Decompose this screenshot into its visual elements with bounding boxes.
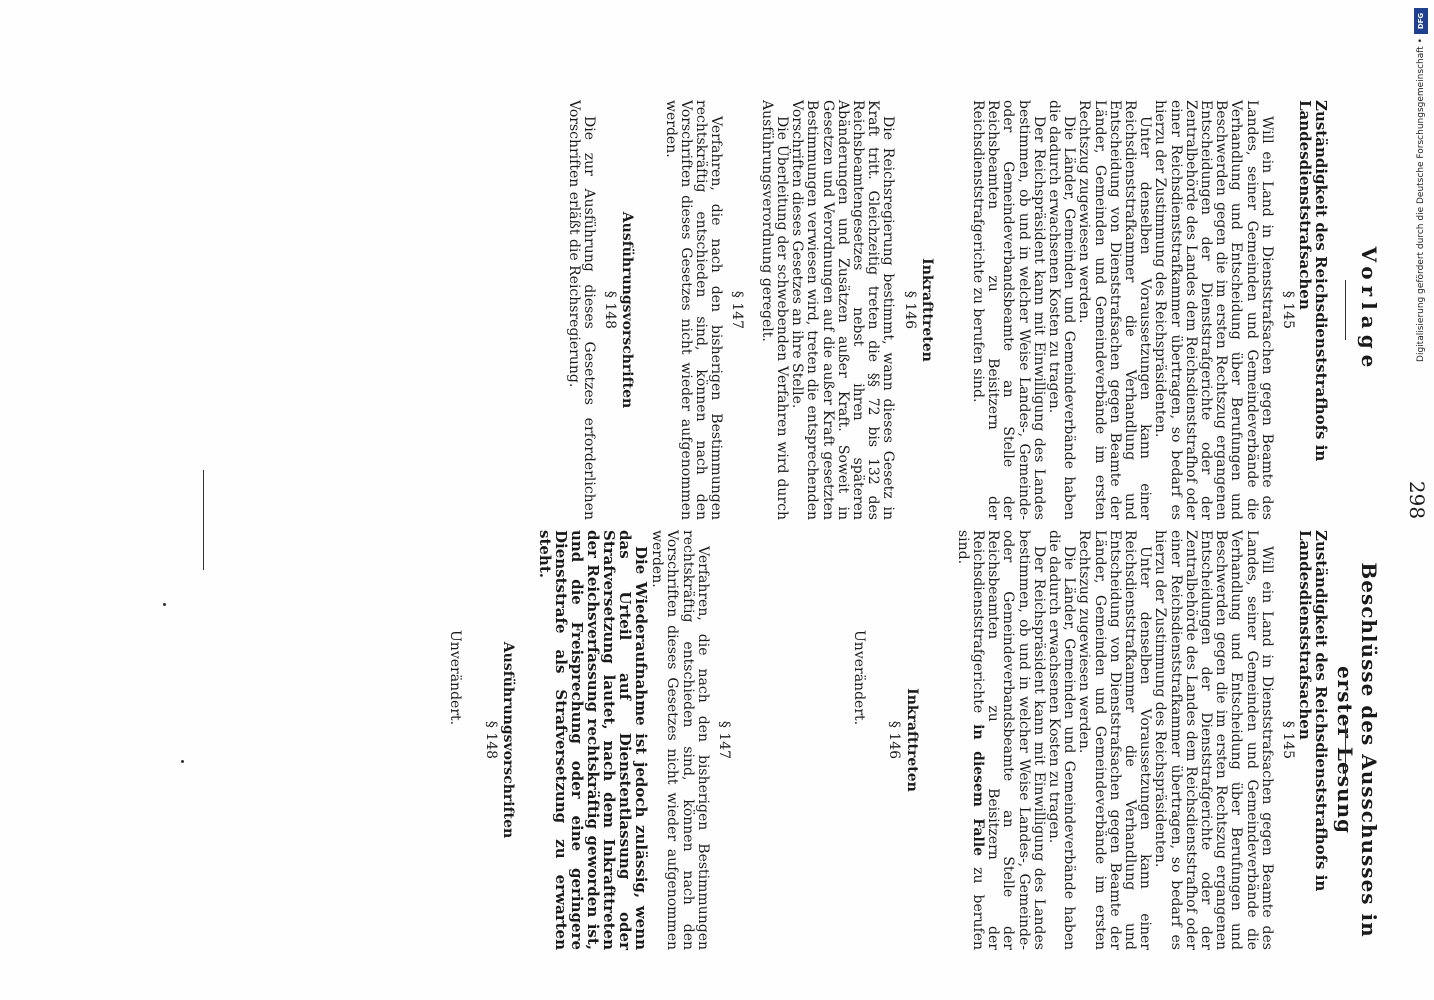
right-section-145: § 145 (1280, 720, 1296, 760)
scan-speck (181, 760, 184, 763)
right-paragraph: Unter denselben Voraussetzungen kann einer Reichsdienststrafkammer die Verhandlung und Entscheidung von Dienststrafsachen gegen Beamte der Länder, Gemeinden und Gemeindeverbände im ersten Rechtszug zugewiesen werden. (1076, 530, 1154, 950)
left-section-145: § 145 (1280, 290, 1296, 330)
left-section-146: § 146 (901, 290, 918, 330)
right-bold-insert: in diesem Falle (969, 724, 986, 857)
right-column-beschluesse (447, 530, 1329, 950)
right-section-146: § 146 (886, 720, 903, 760)
left-header-rule (1345, 280, 1346, 340)
right-section-147: § 147 (715, 720, 732, 760)
right-heading: Zuständigkeit des Reichsdienststrafhofs in Landesdienststrafsachen (1296, 530, 1330, 892)
left-paragraph: Die zur Ausführung dieses Gesetzes erforderlichen Vorschriften erläßt die Reichsregierung. (565, 100, 598, 520)
right-text: Der Reichspräsident kann mit Einwilligung des Landes bestimmen, ob und in welcher Weise Landes-, Gemeinde- oder Gemeindeverbandsbeamte an Stelle der Reichsbeamten zu Beisitzern der Reichsdienststrafgerichte (969, 530, 1047, 950)
scan-speck (163, 603, 166, 606)
right-section-148: § 148 (482, 720, 499, 760)
left-paragraph: Die Überleitung der schwebenden Verfahren wird durch Ausführungsverordnung geregelt. (758, 100, 790, 520)
right-paragraph: Die Länder, Gemeinden und Gemeindeverbände haben die dadurch erwachsenen Kosten zu tragen. (1045, 530, 1078, 950)
right-paragraph (955, 530, 1046, 950)
right-paragraph: Verfahren, die nach den bisherigen Bestimmungen rechtskräftig entschieden sind, können nach den Vorschriften dieses Gesetzes nicht wieder aufgenommen werden. (649, 530, 711, 950)
left-paragraph: Unter denselben Voraussetzungen kann einer Reichsdienststrafkammer die Verhandlung und Entscheidung von Dienststrafsachen gegen Beamte der Länder, Gemeinden und Gemeindeverbände im ersten Rechtszug zugewiesen werden. (1076, 100, 1154, 520)
digitization-credit (1410, 0, 1432, 1000)
left-paragraph: Will ein Land in Dienststrafsachen gegen Beamte des Landes, seiner Gemeinden und Gemeindeverbände die Verhandlung und Entscheidung über Berufungen und Beschwerden gegen die im ersten Rechtszug ergangenen Entscheidungen der Dienststrafgerichte oder der Zentralbehörde des Landes dem Reichsdienststrafhof oder einer Reichsdienststrafkammer übertragen, so bedarf es hierzu der Zustimmung des Reichspräsidenten. (1152, 100, 1275, 520)
dfg-logo-icon: DFG (1414, 8, 1428, 34)
right-column-header: Beschlüsse des Ausschusses in erster Lesung (1333, 562, 1381, 938)
left-title-148: Ausführungsvorschriften (619, 211, 636, 409)
left-column-vorlage (566, 100, 1329, 520)
right-paragraph: Will ein Land in Dienststrafsachen gegen Beamte des Landes, seiner Gemeinden und Gemeindeverbände die Verhandlung und Entscheidung über Berufungen und Beschwerden gegen die im ersten Rechtszug ergangenen Entscheidungen der Dienststrafgerichte oder der Zentralbehörde des Landes dem Reichsdienststrafhof oder einer Reichsdienststrafkammer übertragen, so bedarf es hierzu der Zustimmung des Reichspräsidenten. (1152, 530, 1275, 950)
left-title-146: Inkrafttreten (918, 258, 935, 362)
right-title-148: Ausführungsvorschriften (499, 641, 516, 839)
divider-rule (203, 470, 204, 570)
left-paragraph: Die Länder, Gemeinden und Gemeindeverbände haben die dadurch erwachsenen Kosten zu tragen. (1045, 100, 1078, 520)
right-unchanged-146: Unverändert. (851, 630, 868, 726)
right-text: zu berufen sind. (954, 530, 986, 950)
left-section-147: § 147 (729, 290, 746, 330)
left-section-148: § 148 (602, 290, 619, 330)
right-header-rule (1345, 720, 1346, 780)
right-title-146: Inkrafttreten (903, 688, 920, 792)
right-unchanged-148: Unverändert. (447, 630, 464, 726)
left-paragraph: Die Reichsregierung bestimmt, wann dieses Gesetz in Kraft tritt. Gleichzeitig treten die §§ 72 bis 132 des Reichsbeamtengesetzes nebst ihren späteren Abänderungen und Zusätzen außer Kraft. Soweit in Gesetzen und Verordnungen auf die außer Kraft gesetzten Bestimmungen verwiesen wird, treten die entsprechenden Vorschriften dieses Gesetzes an ihre Stelle. (789, 100, 897, 520)
credit-text: Digitalisierung gefördert durch die Deutsche Forschungsgemeinschaft • (1416, 38, 1426, 362)
left-paragraph: Verfahren, die nach den bisherigen Bestimmungen rechtskräftig entschieden sind, können nach den Vorschriften dieses Gesetzes nicht wieder aufgenommen werden. (662, 100, 725, 520)
left-heading: Zuständigkeit des Reichsdienststrafhofs in Landesdienststrafsachen (1296, 100, 1330, 462)
right-bold-paragraph: Die Wiederaufnahme ist jedoch zulässig, wenn das Urteil auf Dienstentlassung oder Strafversetzung lautet, nach dem Inkrafttreten der Reichsverfassung rechtskräftig geworden ist, und die Freisprechung oder eine geringere Dienststrafe als Strafversetzung zu erwarten steht. (535, 530, 650, 950)
left-paragraph: Der Reichspräsident kann mit Einwilligung des Landes bestimmen, ob und in welcher Weise Landes-, Gemeinde- oder Gemeindeverbandsbeamte an Stelle der Reichsbeamten zu Beisitzern der Reichsdienststrafgerichte zu berufen sind. (969, 100, 1047, 520)
left-column-header: Vorlage (1357, 246, 1381, 374)
page-number: 298 (1405, 480, 1429, 520)
